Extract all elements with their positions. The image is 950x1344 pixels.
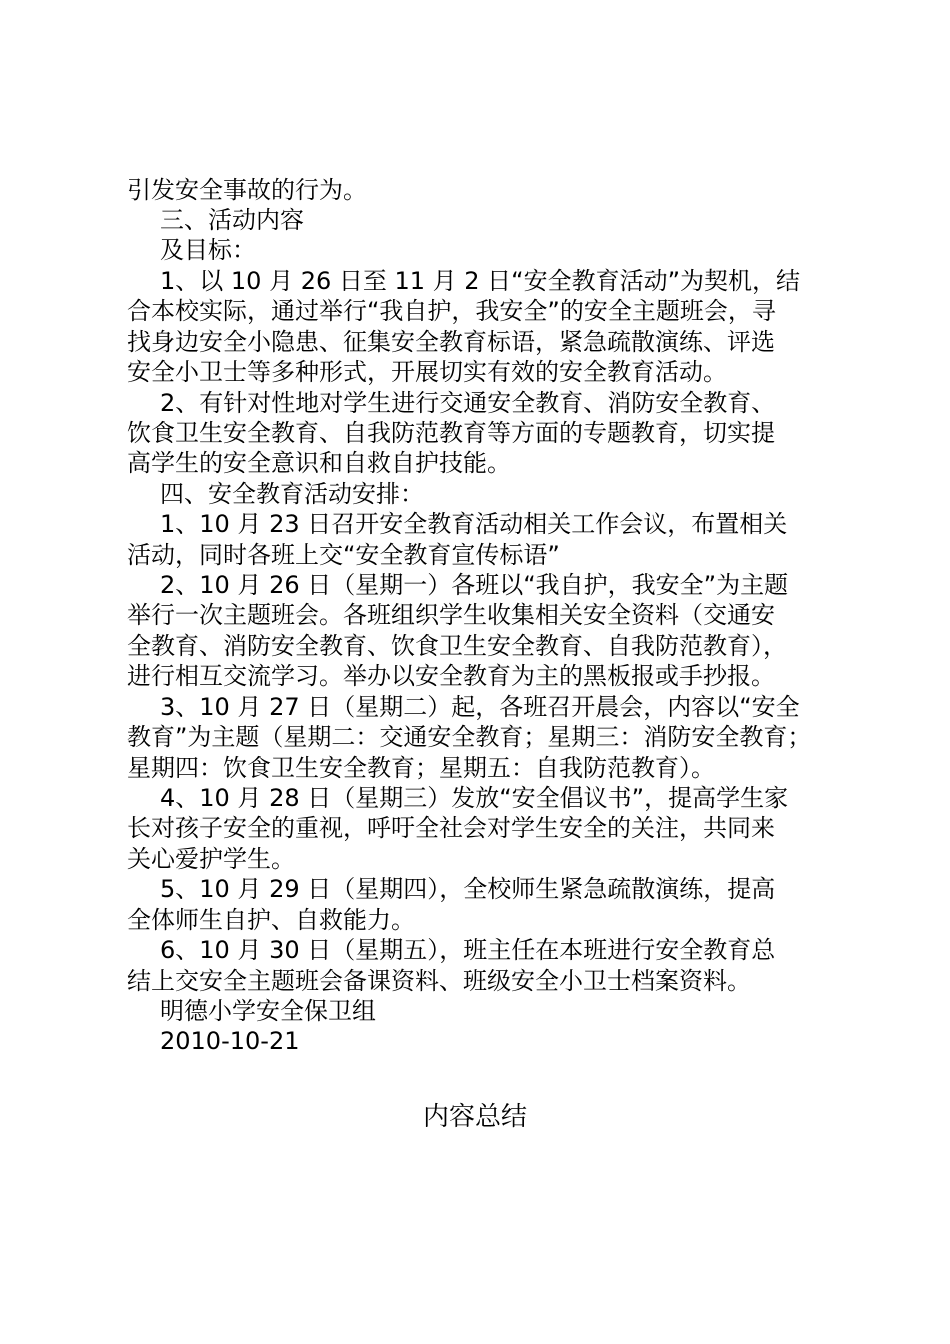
text-line: 2、有针对性地对学生进行交通安全教育、消防安全教育、 (160, 389, 776, 417)
text-line: 进行相互交流学习。举办以安全教育为主的黑板报或手抄报。 (127, 662, 775, 690)
text-line: 1、10 月 23 日召开安全教育活动相关工作会议，布置相关 (160, 510, 788, 538)
text-line: 教育”为主题（星期二：交通安全教育；星期三：消防安全教育； (127, 723, 812, 751)
section-heading: 及目标： (160, 236, 256, 264)
text-line: 5、10 月 29 日（星期四），全校师生紧急疏散演练，提高 (160, 875, 776, 903)
summary-title: 内容总结 (422, 1102, 527, 1132)
text-line: 1、以 10 月 26 日至 11 月 2 日“安全教育活动”为契机，结 (160, 267, 801, 295)
text-line: 4、10 月 28 日（星期三）发放“安全倡议书”，提高学生家 (160, 784, 789, 812)
text-line: 2、10 月 26 日（星期一）各班以“我自护，我安全”为主题 (160, 571, 789, 599)
section-heading: 四、安全教育活动安排： (160, 480, 424, 508)
text-line: 全体师生自护、自救能力。 (127, 906, 415, 934)
text-line: 高学生的安全意识和自救自护技能。 (127, 449, 511, 477)
text-line: 结上交安全主题班会备课资料、班级安全小卫士档案资料。 (127, 967, 751, 995)
signature-organization: 明德小学安全保卫组 (160, 997, 376, 1025)
text-line: 3、10 月 27 日（星期二）起，各班召开晨会，内容以“安全 (160, 693, 800, 721)
text-line: 合本校实际，通过举行“我自护，我安全”的安全主题班会，寻 (127, 297, 776, 325)
text-line: 举行一次主题班会。各班组织学生收集相关安全资料（交通安 (127, 601, 775, 629)
text-line: 全教育、消防安全教育、饮食卫生安全教育、自我防范教育）， (127, 632, 787, 660)
text-line: 引发安全事故的行为。 (127, 176, 367, 204)
text-line: 星期四：饮食卫生安全教育；星期五：自我防范教育）。 (127, 754, 715, 782)
text-line: 长对孩子安全的重视，呼吁全社会对学生安全的关注，共同来 (127, 814, 775, 842)
text-line: 饮食卫生安全教育、自我防范教育等方面的专题教育，切实提 (127, 419, 775, 447)
text-line: 安全小卫士等多种形式，开展切实有效的安全教育活动。 (127, 358, 727, 386)
text-line: 6、10 月 30 日（星期五），班主任在本班进行安全教育总 (160, 936, 776, 964)
text-line: 活动，同时各班上交“安全教育宣传标语” (127, 541, 560, 569)
section-heading: 三、活动内容 (160, 206, 304, 234)
signature-date: 2010-10-21 (160, 1027, 300, 1055)
text-line: 关心爱护学生。 (127, 845, 295, 873)
text-line: 找身边安全小隐患、征集安全教育标语，紧急疏散演练、评选 (127, 328, 775, 356)
